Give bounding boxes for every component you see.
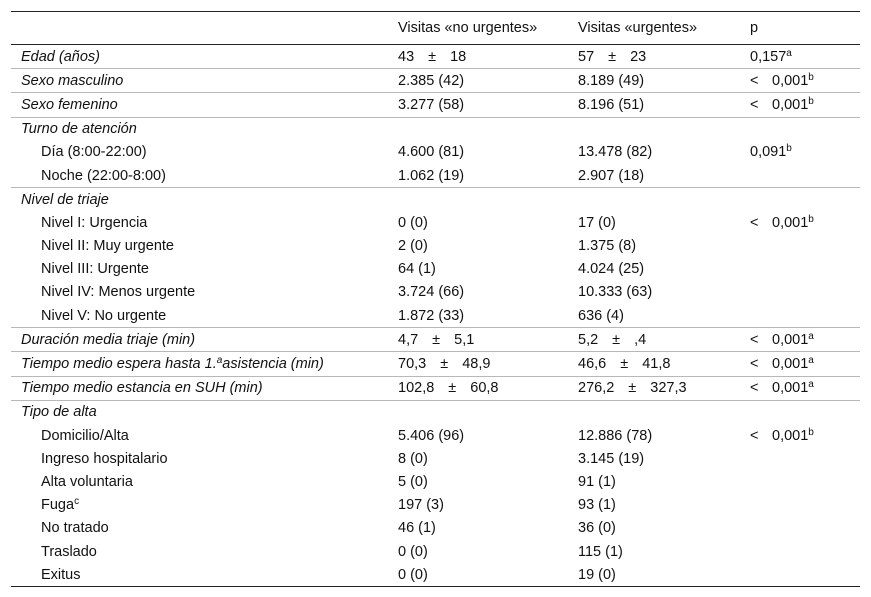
cell-p: 0,091$^b$ (750, 143, 792, 161)
cell-urgentes: 8.196 (51) (568, 93, 740, 117)
cell-urgentes: 17 (0) (578, 214, 616, 231)
row-label: Fuga$^c$ (41, 496, 80, 514)
cell-no-urgentes: 1.062 (19) (398, 167, 465, 184)
cell-p: 0,157$^a$ (750, 47, 792, 65)
cell-no-urgentes: 3.277 (58) (388, 93, 568, 117)
table-row (11, 376, 860, 400)
table-row (11, 188, 860, 212)
table-row (11, 117, 860, 141)
table-row (11, 424, 860, 447)
cell-urgentes: 1.375 (8) (578, 238, 637, 255)
cell-no-urgentes: 46 (1) (398, 520, 436, 537)
row-label: Alta voluntaria (41, 473, 133, 490)
cell-urgentes: 91 (1) (578, 473, 616, 490)
table-row (11, 45, 860, 69)
cell-no-urgentes: 1.872 (33) (398, 307, 465, 324)
row-label: Nivel IV: Menos urgente (41, 284, 196, 301)
row-label: Nivel II: Muy urgente (41, 238, 174, 255)
cell-no-urgentes: 4,7 ± 5,1 (388, 328, 568, 352)
cell-no-urgentes: 3.724 (66) (398, 284, 465, 301)
table-header (11, 12, 860, 45)
cell-p: < 0,001$^a$ (740, 328, 860, 352)
cell-urgentes: 115 (1) (578, 543, 623, 560)
table-row (11, 400, 860, 424)
cell-no-urgentes: 64 (1) (398, 261, 436, 278)
header-urgentes: Visitas «urgentes» (578, 20, 698, 36)
header-row (11, 12, 860, 45)
table-row (11, 69, 860, 93)
cell-p: < 0,001$^a$ (740, 352, 860, 376)
table-container (11, 11, 860, 587)
row-label: Nivel I: Urgencia (41, 214, 148, 231)
row-label: Sexo femenino (11, 93, 388, 117)
cell-p: < 0,001$^b$ (740, 93, 860, 117)
table-row (11, 93, 860, 117)
table-row (11, 517, 860, 540)
cell-urgentes: 12.886 (78) (578, 427, 653, 444)
cell-p: < 0,001$^b$ (740, 69, 860, 93)
table-row (11, 211, 860, 234)
cell-urgentes: 36 (0) (578, 520, 616, 537)
cell-urgentes: 8.189 (49) (568, 69, 740, 93)
table-row (11, 563, 860, 587)
table-row (11, 328, 860, 352)
table-row (11, 258, 860, 281)
row-label: Exitus (41, 566, 81, 583)
table-row (11, 164, 860, 188)
table-row (11, 141, 860, 164)
row-label: Sexo masculino (11, 69, 388, 93)
header-p: p (750, 20, 759, 36)
cell-p: < 0,001$^b$ (750, 213, 814, 231)
table-body (11, 45, 860, 587)
header-empty (11, 12, 388, 45)
cell-urgentes: 93 (1) (578, 497, 616, 514)
row-label: Tiempo medio espera hasta 1.$^a$asistencia (min) (11, 352, 388, 376)
cell-no-urgentes: 2.385 (42) (388, 69, 568, 93)
cell-urgentes: 3.145 (19) (578, 450, 645, 467)
cell-urgentes: 57 ± 23 (578, 48, 647, 65)
row-label: Turno de atención (11, 117, 388, 141)
cell-urgentes: 276,2 ± 327,3 (568, 376, 740, 400)
cell-no-urgentes: 0 (0) (398, 566, 428, 583)
cell-no-urgentes: 2 (0) (398, 238, 428, 255)
row-label: Domicilio/Alta (41, 427, 129, 444)
cell-no-urgentes: 0 (0) (398, 543, 428, 560)
cell-urgentes: 13.478 (82) (578, 144, 653, 161)
cell-urgentes: 2.907 (18) (578, 167, 645, 184)
cell-urgentes: 5,2 ± ,4 (568, 328, 740, 352)
cell-urgentes: 4.024 (25) (578, 261, 645, 278)
cell-urgentes: 19 (0) (578, 566, 616, 583)
table-row (11, 494, 860, 517)
data-table (11, 11, 860, 587)
cell-no-urgentes: 4.600 (81) (398, 144, 465, 161)
table-row (11, 447, 860, 470)
cell-no-urgentes: 5.406 (96) (398, 427, 465, 444)
table-row (11, 304, 860, 328)
table-row (11, 540, 860, 563)
row-label: Tipo de alta (11, 400, 388, 424)
cell-no-urgentes: 5 (0) (398, 473, 428, 490)
table-row (11, 352, 860, 376)
row-label: Noche (22:00-8:00) (41, 167, 166, 184)
cell-no-urgentes: 197 (3) (398, 497, 444, 514)
row-label: Nivel V: No urgente (41, 307, 167, 324)
cell-p: < 0,001$^a$ (740, 376, 860, 400)
row-label: Día (8:00-22:00) (41, 144, 147, 161)
row-label: Edad (años) (21, 48, 100, 65)
row-label: Tiempo medio estancia en SUH (min) (11, 376, 388, 400)
cell-no-urgentes: 70,3 ± 48,9 (388, 352, 568, 376)
cell-urgentes: 636 (4) (578, 307, 624, 324)
row-label: Nivel III: Urgente (41, 261, 149, 278)
row-label: Traslado (41, 543, 97, 560)
cell-p: < 0,001$^b$ (750, 426, 814, 444)
row-label: No tratado (41, 520, 109, 537)
row-label: Nivel de triaje (11, 188, 388, 212)
cell-no-urgentes: 102,8 ± 60,8 (388, 376, 568, 400)
table-row (11, 470, 860, 493)
header-no-urgentes: Visitas «no urgentes» (398, 20, 538, 36)
cell-no-urgentes: 8 (0) (398, 450, 428, 467)
table-row (11, 235, 860, 258)
row-label: Duración media triaje (min) (11, 328, 388, 352)
cell-no-urgentes: 0 (0) (398, 214, 428, 231)
table-row (11, 281, 860, 304)
cell-no-urgentes: 43 ± 18 (398, 48, 467, 65)
cell-urgentes: 46,6 ± 41,8 (568, 352, 740, 376)
row-label: Ingreso hospitalario (41, 450, 168, 467)
cell-urgentes: 10.333 (63) (578, 284, 653, 301)
